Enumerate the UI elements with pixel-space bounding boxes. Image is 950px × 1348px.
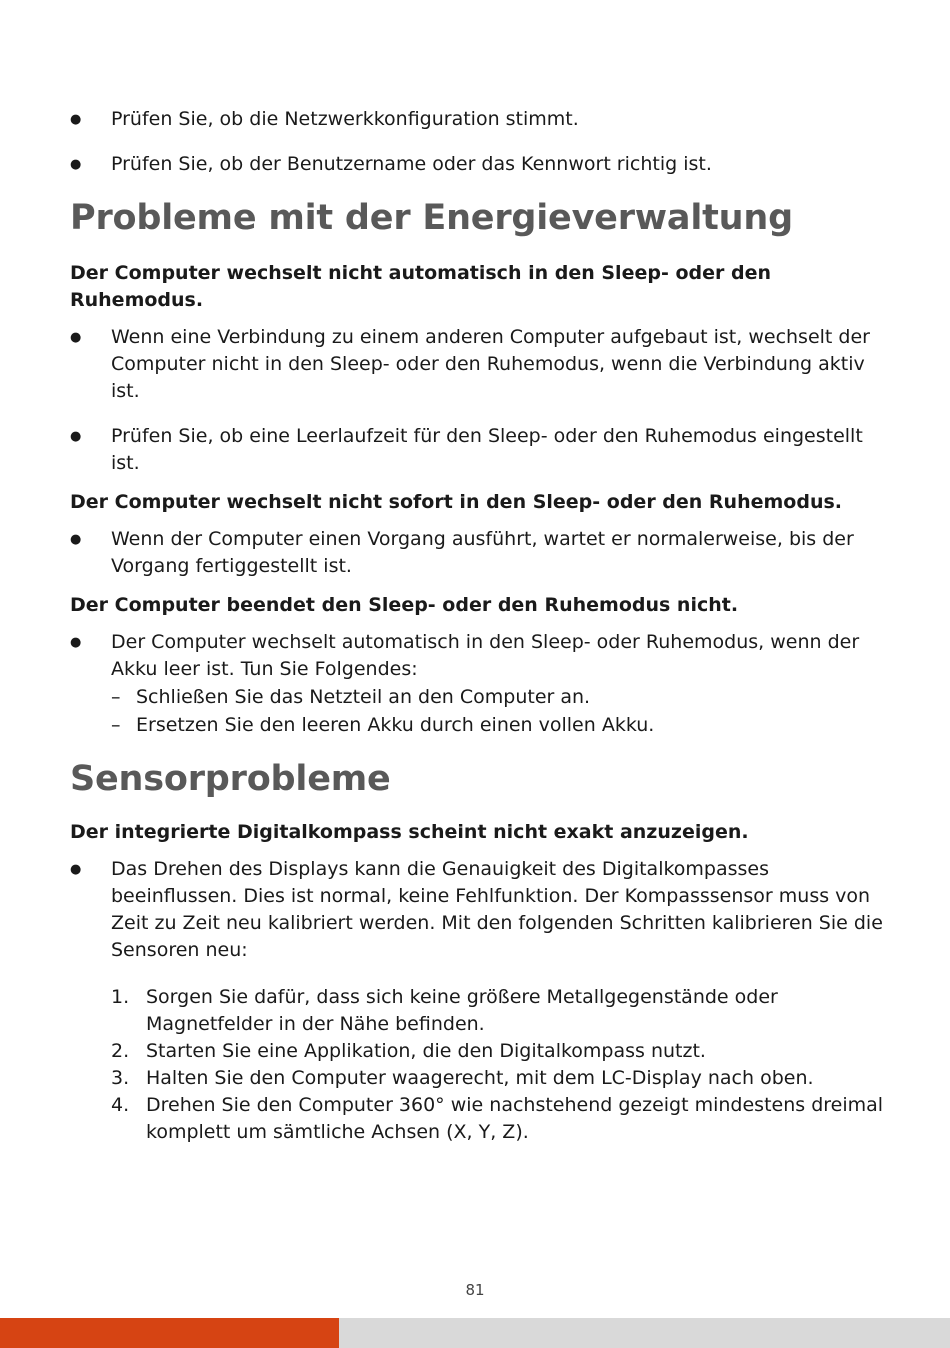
problem-heading: Der Computer wechselt nicht automatisch in den Sleep- oder den Ruhemodus. <box>70 262 771 311</box>
bullet-text: Wenn eine Verbindung zu einem anderen Computer aufgebaut ist, wechselt der Computer nicht in den Sleep- oder den Ruhemodus, wenn die Verbindung aktiv ist. <box>111 326 870 402</box>
bullet-text: Prüfen Sie, ob der Benutzername oder das Kennwort richtig ist. <box>111 153 712 175</box>
step-text: Drehen Sie den Computer 360° wie nachstehend gezeigt mindestens dreimal komplett um sämtliche Achsen (X, Y, Z). <box>146 1094 884 1143</box>
step-item <box>111 1065 890 1092</box>
bullet-icon: ● <box>70 532 82 547</box>
list-item <box>70 629 890 739</box>
list-item <box>70 106 890 133</box>
sub-list-item <box>111 711 890 739</box>
dash-icon: – <box>111 686 121 708</box>
section-title-sensor: Sensorprobleme <box>70 759 391 799</box>
intro-bullet-list <box>70 106 890 178</box>
list-item <box>70 423 890 477</box>
list-item <box>70 856 890 964</box>
step-text: Starten Sie eine Applikation, die den Digitalkompass nutzt. <box>146 1040 706 1062</box>
footer-gray-bar <box>339 1318 950 1348</box>
bullet-text: Prüfen Sie, ob eine Leerlaufzeit für den Sleep- oder den Ruhemodus eingestellt ist. <box>111 425 863 474</box>
sub-item-text: Ersetzen Sie den leeren Akku durch einen vollen Akku. <box>136 714 655 736</box>
bullet-icon: ● <box>70 862 82 877</box>
page-content <box>70 106 890 1146</box>
bullet-icon: ● <box>70 112 82 127</box>
problem-heading: Der Computer beendet den Sleep- oder den Ruhemodus nicht. <box>70 594 739 616</box>
sub-list <box>111 683 890 739</box>
bullet-text: Prüfen Sie, ob die Netzwerkkonfiguration stimmt. <box>111 108 579 130</box>
problem-bullet-list <box>70 629 890 739</box>
step-number: 3. <box>111 1067 130 1089</box>
problem-heading: Der Computer wechselt nicht sofort in den Sleep- oder den Ruhemodus. <box>70 491 843 513</box>
bullet-icon: ● <box>70 157 82 172</box>
step-number: 2. <box>111 1040 130 1062</box>
step-number: 4. <box>111 1094 130 1116</box>
bullet-icon: ● <box>70 635 82 650</box>
list-item <box>70 324 890 405</box>
bullet-icon: ● <box>70 429 82 444</box>
page-number: 81 <box>465 1281 485 1299</box>
bullet-icon: ● <box>70 330 82 345</box>
problem-heading: Der integrierte Digitalkompass scheint nicht exakt anzuzeigen. <box>70 821 749 843</box>
section-title-power: Probleme mit der Energieverwaltung <box>70 198 793 238</box>
calibration-steps <box>111 984 890 1146</box>
footer-accent-bar <box>0 1318 339 1348</box>
step-text: Halten Sie den Computer waagerecht, mit dem LC-Display nach oben. <box>146 1067 814 1089</box>
sub-list-item <box>111 683 890 711</box>
step-number: 1. <box>111 986 130 1008</box>
dash-icon: – <box>111 714 121 736</box>
bullet-text: Das Drehen des Displays kann die Genauigkeit des Digitalkompasses beeinflussen. Dies ist normal, keine Fehlfunktion. Der Kompasssensor muss von Zeit zu Zeit neu kalibriert werden. Mit den folgenden Schritten kalibrieren Sie die Sensoren neu: <box>111 858 883 961</box>
problem-bullet-list <box>70 856 890 964</box>
step-item <box>111 1038 890 1065</box>
list-item <box>70 526 890 580</box>
bullet-text: Wenn der Computer einen Vorgang ausführt, wartet er normalerweise, bis der Vorgang fertiggestellt ist. <box>111 528 854 577</box>
step-item <box>111 1092 890 1146</box>
sub-item-text: Schließen Sie das Netzteil an den Computer an. <box>136 686 591 708</box>
step-item <box>111 984 890 1038</box>
step-text: Sorgen Sie dafür, dass sich keine größere Metallgegenstände oder Magnetfelder in der Nähe befinden. <box>146 986 778 1035</box>
bullet-text: Der Computer wechselt automatisch in den Sleep- oder Ruhemodus, wenn der Akku leer ist. Tun Sie Folgendes: <box>111 631 860 680</box>
problem-bullet-list <box>70 526 890 580</box>
list-item <box>70 151 890 178</box>
problem-bullet-list <box>70 324 890 477</box>
